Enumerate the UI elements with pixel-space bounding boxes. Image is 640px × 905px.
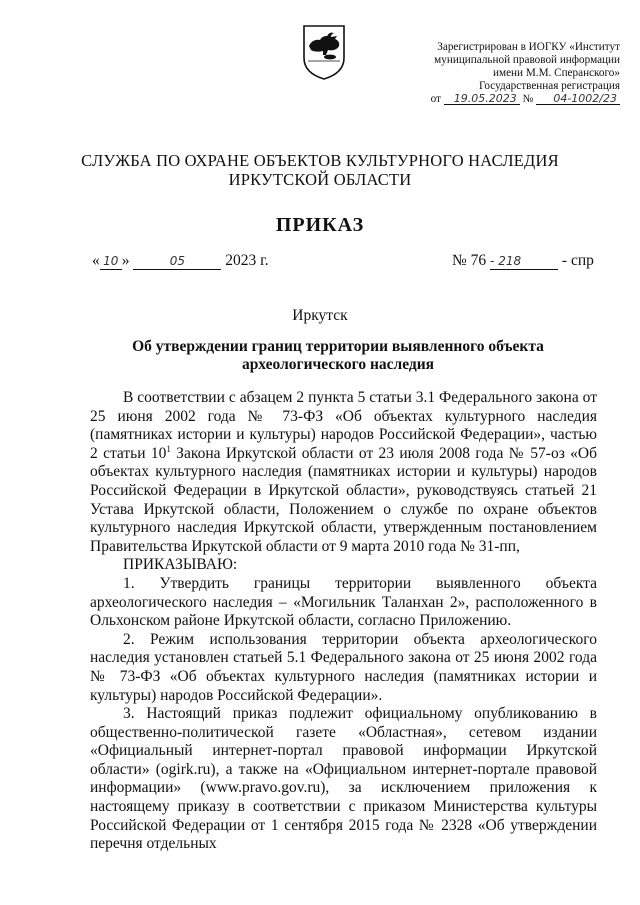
subject-line: археологического наследия	[241, 356, 435, 373]
document-subject	[0, 338, 640, 374]
preamble-superscript: 1	[166, 443, 171, 454]
subject-line: Об утверждении границ территории выявленного объекта	[132, 338, 544, 355]
date-day: 10	[100, 255, 122, 270]
number-handwritten: - 218	[490, 255, 558, 270]
coat-of-arms-icon	[301, 24, 347, 80]
registration-number: 04-1002/23	[536, 93, 620, 105]
registration-from-label: от	[430, 93, 441, 105]
document-title: ПРИКАЗ	[275, 214, 365, 236]
date-year: 2023 г.	[225, 252, 269, 269]
registration-stamp	[360, 41, 620, 106]
document-date	[92, 252, 269, 270]
number-prefix: № 76	[452, 252, 487, 269]
registration-line: Зарегистрирован в ИОГКУ «Институт	[437, 41, 620, 53]
registration-line: муниципальной правовой информации	[434, 54, 620, 66]
preamble-text: Закона Иркутской области от 23 июля 2008 года № 57-оз «Об объектах культурного наследия (памятниках истории и культуры) народов Российской Федерации в Иркутской области», руководствуясь статьей 21 Устава Иркутской области, Положением о службе по охране объектов культурного наследия Иркутской области, утвержденным постановлением Правительства Иркутской области от 9 марта 2010 года № 31-пп,	[90, 444, 597, 555]
date-open-quote: «	[92, 252, 100, 269]
registration-date-number	[360, 93, 620, 106]
date-close-quote: »	[121, 252, 130, 269]
agency-line: ИРКУТСКОЙ ОБЛАСТИ	[228, 170, 412, 189]
registration-date: 19.05.2023	[444, 93, 520, 105]
order-word: ПРИКАЗЫВАЮ:	[123, 556, 238, 574]
agency-line: СЛУЖБА ПО ОХРАНЕ ОБЪЕКТОВ КУЛЬТУРНОГО НАСЛЕДИЯ	[81, 151, 559, 170]
agency-name	[0, 151, 640, 189]
preamble-paragraph	[90, 389, 597, 556]
item-2: 2. Режим использования территории объекта археологического наследия установлен статьей 5.1 Федерального закона от 25 июня 2002 года № 73-ФЗ «Об объектах культурного наследия (памятниках истории и культуры) народов Российской Федерации».	[90, 630, 597, 704]
item-3: 3. Настоящий приказ подлежит официальному опубликованию в общественно-политической газете «Областная», сетевом издании «Официальный интернет-портал правовой информации Иркутской области» (ogirk.ru), а также на «Официальном интернет-портале правовой информации» (www.pravo.gov.ru), за исключением приложения к настоящему приказу в соответствии с приказом Министерства культуры Российской Федерации от 1 сентября 2015 года № 2328 «Об утверждении перечня отдельных	[90, 705, 597, 853]
item-1: 1. Утвердить границы территории выявленного объекта археологического наследия – «Могильник Таланхан 2», расположенного в Ольхонском районе Иркутской области, согласно Приложению.	[90, 574, 597, 630]
preamble-text: В соответствии с абзацем 2 пункта 5 статьи 3.1 Федерального закона от 25 июня 2002 года № 73-ФЗ «Об объектах культурного наследия (памятниках истории и культуры) народов Российской Федерации», частью 2 статьи 10	[90, 389, 597, 462]
registration-no-label: №	[522, 93, 534, 105]
date-month: 05	[133, 255, 221, 270]
city: Иркутск	[292, 307, 348, 324]
registration-line: имени М.М. Сперанского»	[493, 67, 620, 79]
document-body	[90, 389, 597, 854]
registration-line: Государственная регистрация	[478, 80, 620, 92]
document-number	[452, 252, 594, 270]
number-suffix: - спр	[561, 252, 594, 269]
